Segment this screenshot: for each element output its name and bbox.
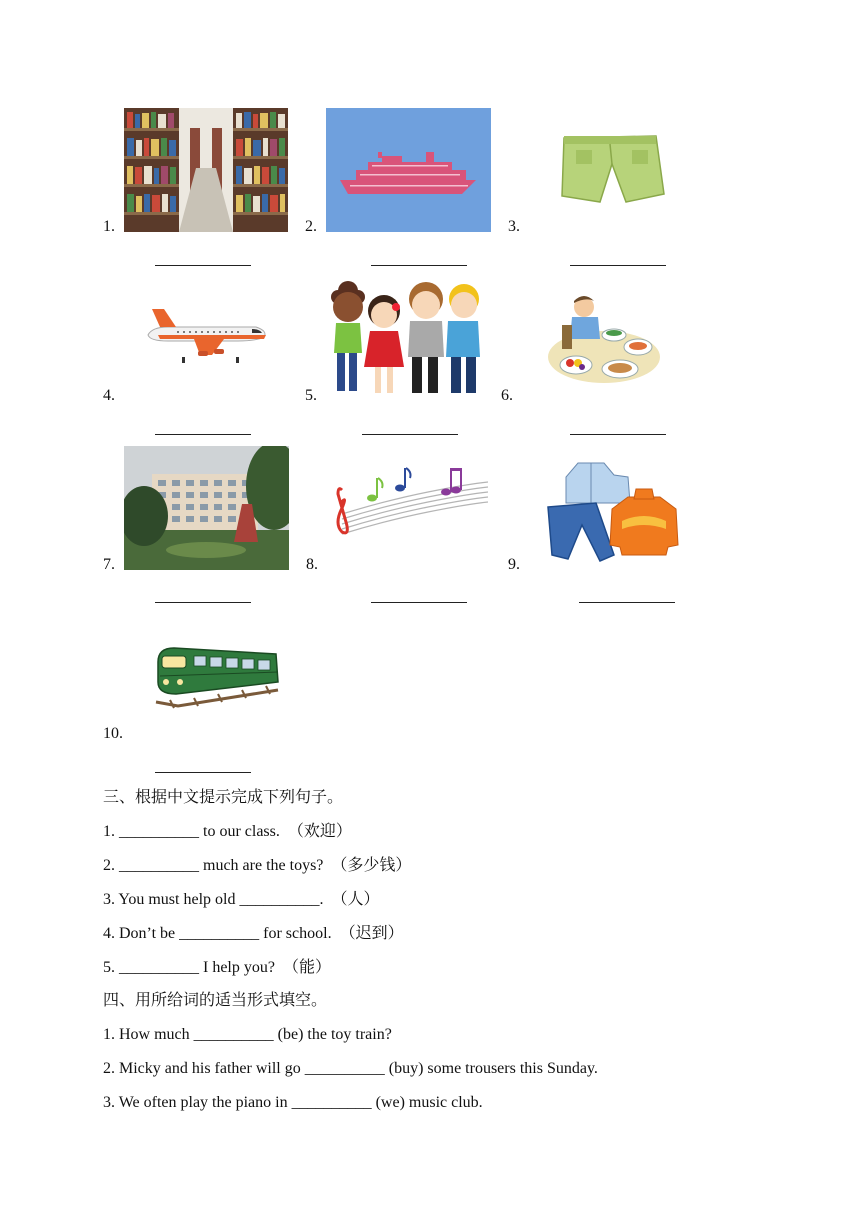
section3-question-4: 4. Don’t be __________ for school. （迟到） — [103, 925, 404, 942]
item-number-7: 7. — [103, 556, 115, 573]
answer-line-4[interactable] — [155, 434, 251, 435]
ship-icon — [326, 108, 491, 232]
section3-heading: 三、根据中文提示完成下列句子。 — [103, 789, 344, 806]
section3-question-1: 1. __________ to our class. （欢迎） — [103, 823, 352, 840]
section3-question-3: 3. You must help old __________. （人） — [103, 891, 380, 908]
item-number-4: 4. — [103, 387, 115, 404]
answer-line-2[interactable] — [371, 265, 467, 266]
boy-eating-icon — [546, 291, 662, 385]
clothes-icon — [544, 459, 682, 565]
item-number-8: 8. — [306, 556, 318, 573]
answer-line-5[interactable] — [362, 434, 458, 435]
item-number-5: 5. — [305, 387, 317, 404]
item-number-9: 9. — [508, 556, 520, 573]
school-building-icon — [124, 446, 289, 570]
item-number-1: 1. — [103, 218, 115, 235]
section4-question-2: 2. Micky and his father will go __________ (buy) some trousers this Sunday. — [103, 1060, 598, 1077]
shorts-icon — [556, 130, 666, 204]
answer-line-1[interactable] — [155, 265, 251, 266]
section3-question-5: 5. __________ I help you? （能） — [103, 959, 331, 976]
item-number-10: 10. — [103, 725, 123, 742]
item-number-3: 3. — [508, 218, 520, 235]
library-bookshelves-icon — [124, 108, 288, 232]
answer-line-10[interactable] — [155, 772, 251, 773]
airplane-icon — [138, 305, 270, 365]
section4-heading: 四、用所给词的适当形式填空。 — [103, 992, 328, 1009]
answer-line-3[interactable] — [570, 265, 666, 266]
section4-question-1: 1. How much __________ (be) the toy train? — [103, 1026, 392, 1043]
section4-question-3: 3. We often play the piano in __________ (we) music club. — [103, 1094, 483, 1111]
music-notes-icon — [328, 464, 490, 550]
answer-line-7[interactable] — [155, 602, 251, 603]
children-icon — [328, 277, 484, 401]
section3-question-2: 2. __________ much are the toys? （多少钱） — [103, 857, 412, 874]
answer-line-9[interactable] — [579, 602, 675, 603]
item-number-6: 6. — [501, 387, 513, 404]
item-number-2: 2. — [305, 218, 317, 235]
answer-line-6[interactable] — [570, 434, 666, 435]
answer-line-8[interactable] — [371, 602, 467, 603]
train-icon — [150, 642, 280, 710]
